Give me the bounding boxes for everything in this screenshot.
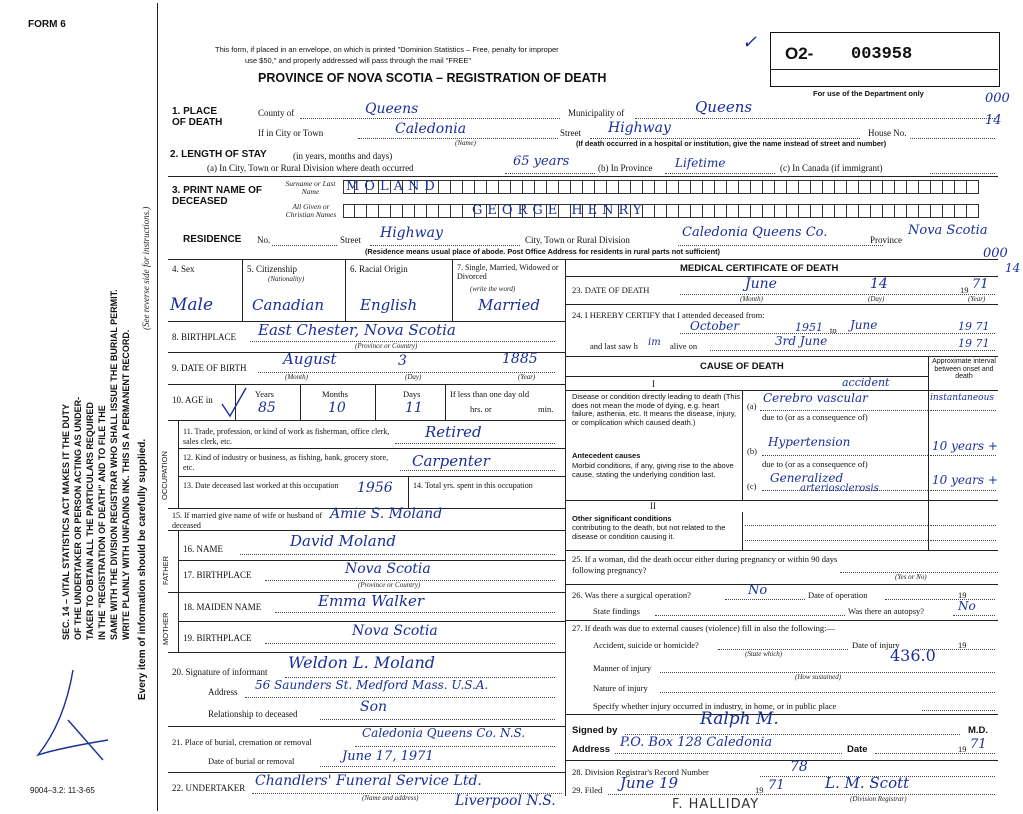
operation-value: No bbox=[748, 583, 768, 598]
physician-address-value: P.O. Box 128 Caledonia bbox=[620, 735, 773, 750]
sex-value: Male bbox=[170, 295, 214, 315]
age-lt-label: If less than one day old bbox=[450, 389, 530, 399]
occ-12-label: 12. Kind of industry or business, as fishing, bank, grocery store, etc. bbox=[183, 453, 389, 472]
external-causes-label: 27. If death was due to external causes (violence) fill in also the following:— bbox=[572, 623, 835, 633]
age-hrs: hrs. or bbox=[470, 404, 492, 414]
how-sustained-label: (How sustained) bbox=[795, 673, 842, 681]
occ-14-label: 14. Total yrs. spent in this occupation bbox=[413, 481, 533, 490]
antecedent-label: Antecedent causes bbox=[572, 451, 641, 460]
occ-12-value: Carpenter bbox=[412, 452, 490, 470]
last-saw-year: 19 71 bbox=[958, 337, 990, 350]
injury-date-label: Date of injury bbox=[852, 640, 900, 650]
city-name-sublabel: (Name) bbox=[455, 139, 476, 147]
residence-note: (Residence means usual place of abode. Post Office Address for residents in rural parts not sufficient) bbox=[365, 247, 720, 256]
burial-date-value: June 17, 1971 bbox=[342, 749, 434, 764]
handwritten-bottom: F. HALLIDAY bbox=[672, 797, 760, 812]
surname-label: Surname or Last Name bbox=[285, 179, 336, 196]
attended-from: October bbox=[690, 319, 740, 333]
md-label: M.D. bbox=[968, 725, 989, 736]
form-number: FORM 6 bbox=[28, 19, 66, 30]
residence-label: RESIDENCE bbox=[183, 234, 242, 245]
residence-city-value: Caledonia Queens Co. bbox=[682, 225, 828, 240]
header-note-1: This form, if placed in an envelope, on which is printed "Dominion Statistics – Free, penalty for improper bbox=[215, 45, 559, 54]
last-saw-him: im bbox=[648, 337, 661, 348]
mother-birthplace-value: Nova Scotia bbox=[352, 623, 438, 639]
residence-province-value: Nova Scotia bbox=[908, 223, 988, 238]
signed-by-label: Signed by bbox=[572, 725, 618, 736]
place-of-death-label: 1. PLACE OF DEATH bbox=[172, 106, 223, 128]
residence-street-value: Highway bbox=[380, 225, 443, 241]
county-label: County of bbox=[258, 108, 295, 118]
father-birthplace-value: Nova Scotia bbox=[345, 561, 431, 577]
age-min: min. bbox=[538, 404, 554, 414]
mother-label: MOTHER bbox=[161, 612, 170, 645]
racial-origin-label: 6. Racial Origin bbox=[350, 264, 408, 274]
reg-number: 003958 bbox=[851, 45, 913, 64]
informant-sig-label: 20. Signature of informant bbox=[172, 667, 268, 677]
manner-label: Manner of injury bbox=[593, 663, 652, 673]
occ-11-label: 11. Trade, profession, or kind of work as fisherman, office clerk, sales clerk, etc. bbox=[183, 427, 390, 446]
section-i: I bbox=[652, 379, 655, 389]
address-label: Address bbox=[572, 744, 611, 755]
injury-19: 19 bbox=[958, 640, 967, 650]
nature-label: Nature of injury bbox=[593, 683, 648, 693]
medical-title: MEDICAL CERTIFICATE OF DEATH bbox=[680, 263, 839, 274]
racial-origin-value: English bbox=[360, 296, 418, 314]
burial-date-label: Date of burial or removal bbox=[208, 756, 295, 766]
other-conditions-label: Other significant conditions bbox=[572, 514, 672, 523]
death-month: June bbox=[745, 276, 777, 292]
side-careful: Every item of information should be carefully supplied. bbox=[137, 438, 148, 700]
side-reverse: (See reverse side for instructions.) bbox=[141, 206, 151, 330]
informant-address-value: 56 Saunders St. Medford Mass. U.S.A. bbox=[255, 678, 489, 692]
city-label: If in City or Town bbox=[258, 128, 324, 138]
cause-b-value: Hypertension bbox=[768, 435, 851, 449]
street-label: Street bbox=[560, 128, 581, 138]
dob-day: 3 bbox=[398, 353, 407, 369]
other-conditions-sub: contributing to the death, but not related to the disease or condition causing it. bbox=[572, 523, 726, 541]
record-number-value: 78 bbox=[790, 759, 808, 775]
father-birthplace-sub: (Province or Country) bbox=[358, 581, 421, 589]
footer-code: 9004–3.2: 11-3-65 bbox=[30, 786, 95, 795]
residence-code-1: 000 bbox=[983, 246, 1008, 261]
given-name-value: GEORGE HENRY bbox=[472, 203, 647, 218]
dob-month-label: (Month) bbox=[285, 373, 308, 381]
pregnancy-label: 25. If a woman, did the death occur either during pregnancy or within 90 days following pregnancy? bbox=[572, 554, 838, 576]
residence-street-label: Street bbox=[340, 235, 361, 245]
informant-rel-label: Relationship to deceased bbox=[208, 709, 298, 719]
accident-label: Accident, suicide or homicide? bbox=[593, 640, 699, 650]
registration-number-box bbox=[770, 32, 1000, 87]
check-mark: ✓ bbox=[742, 32, 758, 53]
undertaker-label: 22. UNDERTAKER bbox=[172, 783, 246, 793]
physician-date-value: 71 bbox=[970, 737, 987, 752]
death-year: 71 bbox=[972, 277, 989, 292]
cause-a-above: accident bbox=[842, 376, 890, 389]
length-of-stay-label: 2. LENGTH OF STAY bbox=[170, 149, 267, 160]
burial-place-value: Caledonia Queens Co. N.S. bbox=[362, 726, 526, 740]
certify-label: 24. I HEREBY CERTIFY that I attended deceased from: bbox=[572, 310, 765, 320]
cause-c-interval: 10 years + bbox=[932, 473, 998, 487]
municipality-label: Municipality of bbox=[568, 108, 625, 118]
cause-title: CAUSE OF DEATH bbox=[700, 361, 784, 372]
mother-maiden-value: Emma Walker bbox=[318, 592, 425, 610]
marital-sub: (write the word) bbox=[470, 285, 516, 293]
registrar-signature: L. M. Scott bbox=[825, 774, 910, 792]
citizenship-label: 5. Citizenship bbox=[247, 264, 297, 274]
age-months-label: Months bbox=[322, 389, 348, 399]
record-number-label: 28. Division Registrar's Record Number bbox=[572, 767, 709, 777]
code-value: 436.0 bbox=[890, 646, 936, 665]
father-birthplace-label: 17. BIRTHPLACE bbox=[183, 570, 252, 580]
given-name-label: All Given or Christian Names bbox=[285, 202, 337, 219]
last-saw-date: 3rd June bbox=[775, 334, 828, 348]
hospital-note: (If death occurred in a hospital or institution, give the name instead of street and number) bbox=[576, 139, 887, 148]
autopsy-value: No bbox=[958, 599, 976, 613]
city-value: Caledonia bbox=[395, 121, 467, 137]
operation-label: 26. Was there a surgical operation? bbox=[572, 590, 691, 600]
filed-value: June 19 bbox=[620, 774, 679, 792]
dob-year: 1885 bbox=[502, 351, 538, 367]
age-days-label: Days bbox=[403, 389, 421, 399]
cause-a-value: Cerebro vascular bbox=[763, 391, 868, 405]
cause-a-interval: instantaneous bbox=[930, 393, 995, 403]
residence-code-2: 14 bbox=[1005, 261, 1021, 275]
due-to-1: due to (or as a consequence of) bbox=[762, 412, 868, 422]
antecedent-sub: Morbid conditions, if any, giving rise to the above cause, stating the underlying condition last. bbox=[572, 461, 734, 479]
stay-canada-label: (c) In Canada (if immigrant) bbox=[780, 163, 883, 173]
mother-birthplace-label: 19. BIRTHPLACE bbox=[183, 633, 252, 643]
date-label: Date bbox=[847, 744, 868, 755]
residence-city-label: City, Town or Rural Division bbox=[525, 235, 630, 245]
municipality-value: Queens bbox=[695, 98, 753, 116]
street-value: Highway bbox=[608, 120, 671, 136]
state-which-label: (State which) bbox=[745, 650, 783, 658]
direct-cause-label: Disease or condition directly leading to death (This does not mean the mode of dying, e.g. heart failure, asthenia, etc. It means the disease, injury, or complication which caused death.) bbox=[572, 392, 741, 427]
attended-to-year: 19 71 bbox=[958, 320, 990, 333]
given-name-cells bbox=[343, 204, 979, 218]
informant-rel-value: Son bbox=[360, 699, 388, 715]
interval-title: Approximate interval between onset and death bbox=[932, 358, 996, 381]
dob-day-label: (Day) bbox=[405, 373, 422, 381]
occupation-label: OCCUPATION bbox=[160, 451, 169, 500]
birthplace-sub: (Province or Country) bbox=[355, 342, 418, 350]
death-month-label: (Month) bbox=[740, 295, 763, 303]
dob-year-label: (Year) bbox=[518, 373, 536, 381]
father-name-label: 16. NAME bbox=[183, 544, 223, 554]
header-note-2: use $50," and properly addressed will pass through the mail "FREE" bbox=[245, 56, 472, 65]
date-of-death-label: 23. DATE OF DEATH bbox=[572, 285, 650, 295]
informant-sig-value: Weldon L. Moland bbox=[288, 653, 436, 672]
stay-province-value: Lifetime bbox=[675, 156, 726, 170]
undertaker-value: Chandlers' Funeral Service Ltd. bbox=[255, 773, 482, 789]
last-saw-label: and last saw h bbox=[590, 341, 638, 351]
filed-label: 29. Filed bbox=[572, 785, 603, 795]
surname-value: MOLAND bbox=[346, 179, 440, 194]
birthplace-label: 8. BIRTHPLACE bbox=[172, 332, 236, 342]
dept-code-2: 14 bbox=[985, 113, 1002, 128]
autopsy-label: Was there an autopsy? bbox=[848, 606, 925, 616]
marital-label: 7. Single, Married, Widowed or Divorced bbox=[457, 263, 559, 281]
operation-date-label: Date of operation bbox=[808, 590, 868, 600]
dept-code: 000 bbox=[985, 91, 1010, 106]
informant-address-label: Address bbox=[208, 687, 238, 697]
county-value: Queens bbox=[365, 101, 419, 117]
yes-no-label: (Yes or No) bbox=[895, 573, 927, 581]
margin-initials-signature bbox=[28, 660, 118, 770]
cause-c-value: Generalized bbox=[770, 471, 844, 485]
dob-month: August bbox=[283, 350, 337, 368]
section-ii: II bbox=[650, 501, 656, 511]
burial-place-label: 21. Place of burial, cremation or removal bbox=[172, 737, 312, 747]
residence-no-label: No. bbox=[257, 235, 271, 245]
undertaker-value-2: Liverpool N.S. bbox=[455, 793, 556, 809]
undertaker-sub: (Name and address) bbox=[362, 794, 419, 802]
length-of-stay-units: (in years, months and days) bbox=[293, 151, 393, 161]
print-name-label: 3. PRINT NAME OF DECEASED bbox=[172, 185, 263, 207]
father-name-value: David Moland bbox=[290, 532, 397, 550]
form-title: PROVINCE OF NOVA SCOTIA – REGISTRATION OF DEATH bbox=[258, 71, 607, 85]
stay-province-label: (b) In Province bbox=[598, 163, 653, 173]
attended-to: June bbox=[850, 318, 878, 332]
age-years-label: Years bbox=[255, 389, 274, 399]
physician-date-19: 19 bbox=[958, 744, 967, 754]
age-years: 85 bbox=[258, 400, 276, 416]
death-year-label: (Year) bbox=[968, 295, 986, 303]
age-months: 10 bbox=[328, 400, 346, 416]
cause-c-label: (c) bbox=[747, 481, 757, 491]
dob-label: 9. DATE OF BIRTH bbox=[172, 363, 247, 373]
reg-prefix: O2- bbox=[785, 44, 814, 63]
state-findings-label: State findings bbox=[593, 606, 640, 616]
cause-b-label: (b) bbox=[747, 446, 757, 456]
stay-city-label: (a) In City, Town or Rural Division where death occurred bbox=[207, 163, 414, 173]
operation-19: 19 bbox=[958, 590, 967, 600]
specify-label: Specify whether injury occurred in industry, in home, or in public place bbox=[593, 701, 837, 711]
age-days: 11 bbox=[405, 400, 423, 416]
marital-value: Married bbox=[478, 296, 540, 314]
stay-city-value: 65 years bbox=[513, 154, 570, 169]
birthplace-value: East Chester, Nova Scotia bbox=[258, 321, 456, 339]
age-years-checkmark bbox=[218, 386, 248, 418]
alive-on-label: alive on bbox=[670, 341, 698, 351]
spouse-label: 15. If married give name of wife or husband of deceased bbox=[172, 511, 323, 530]
registrar-label: (Division Registrar) bbox=[850, 795, 907, 803]
age-label: 10. AGE in bbox=[172, 395, 213, 405]
death-day-label: (Day) bbox=[868, 295, 885, 303]
death-day: 14 bbox=[870, 276, 888, 292]
side-statute: SEC. 14 – VITAL STATISTICS ACT MAKES IT THE DUTY OF THE UNDERTAKER OR PERSON ACTING AS UNDER- TAKER TO OBTAIN ALL THE PARTICULARS REQUIRED IN THE "REGISTRATION OF DEATH" AND TO FILE THE SAME WITH THE DIVISION REGISTRAR WHO SHALL ISSUE THE BURIAL PERMIT. WRITE PLAINLY WITH UNFADING INK. THIS IS A PERMANENT RECORD. bbox=[61, 289, 131, 640]
cause-b-interval: 10 years + bbox=[932, 439, 998, 453]
death-year-prefix: 19 bbox=[960, 285, 969, 295]
residence-province-label: Province bbox=[870, 235, 902, 245]
house-label: House No. bbox=[868, 128, 907, 138]
father-label: FATHER bbox=[161, 555, 170, 585]
occ-11-value: Retired bbox=[425, 423, 482, 441]
sex-label: 4. Sex bbox=[172, 264, 195, 274]
cause-a-label: (a) bbox=[747, 401, 757, 411]
citizenship-sub: (Nationality) bbox=[268, 275, 305, 283]
attended-to-label: to bbox=[830, 325, 837, 335]
occ-13-label: 13. Date deceased last worked at this occupation bbox=[183, 481, 339, 490]
mother-maiden-label: 18. MAIDEN NAME bbox=[183, 602, 262, 612]
citizenship-value: Canadian bbox=[252, 296, 325, 314]
filed-year: 71 bbox=[768, 778, 785, 793]
occ-13-value: 1956 bbox=[357, 480, 393, 496]
spouse-value: Amie S. Moland bbox=[330, 506, 443, 522]
filed-year-prefix: 19 bbox=[755, 785, 764, 795]
cause-c-value-2: arteriosclerosis bbox=[800, 483, 879, 494]
due-to-2: due to (or as a consequence of) bbox=[762, 459, 868, 469]
attended-from-year: 1951 bbox=[795, 321, 823, 334]
signed-by-value: Ralph M. bbox=[700, 709, 779, 729]
dept-use-label: For use of the Department only bbox=[813, 89, 924, 98]
left-border bbox=[157, 3, 158, 811]
